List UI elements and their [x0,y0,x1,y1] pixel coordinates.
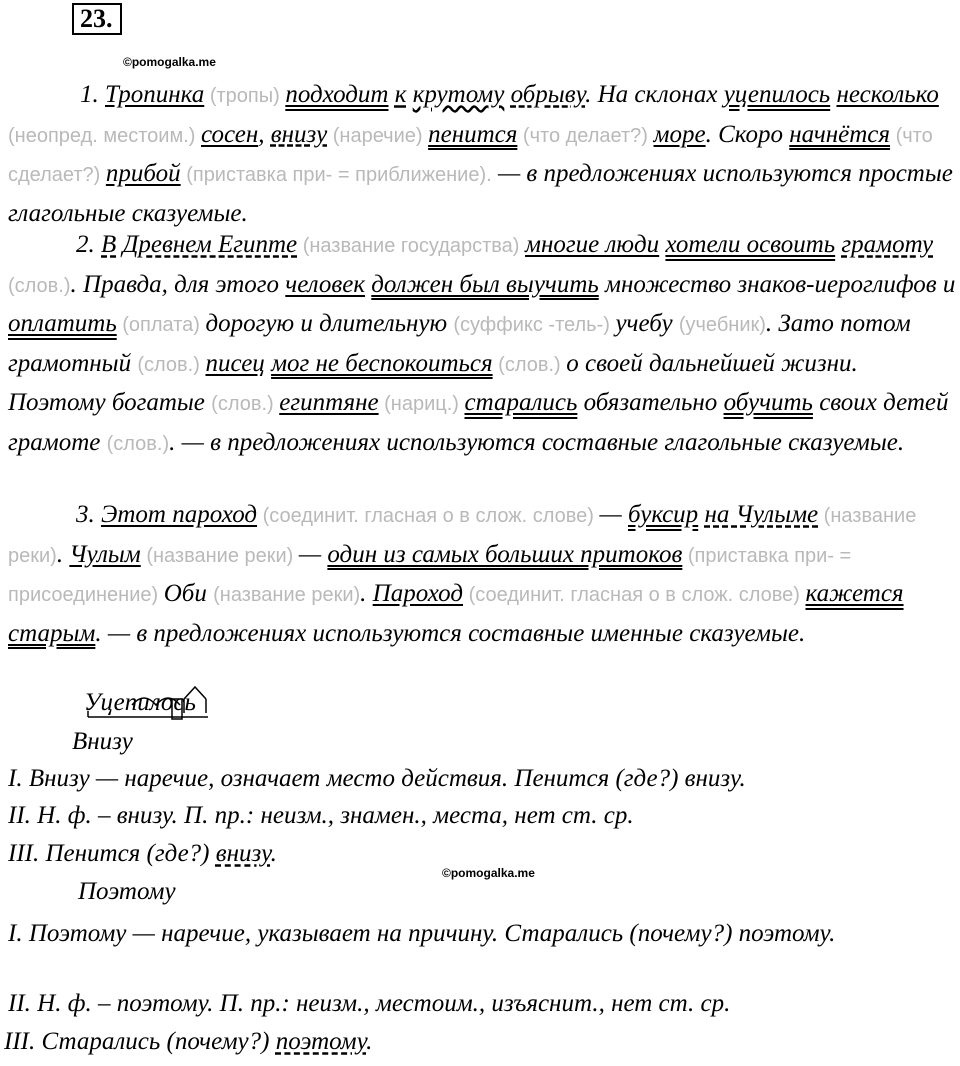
p1-text: — в предложениях используются простые глагольные сказуемые. [8,160,953,227]
p3-note: (название реки) [8,505,917,567]
p1-word: море [653,120,706,148]
p2-text: . Зато потом грамотный [8,310,911,377]
analysis-word-1: Внизу [72,728,133,755]
l3-text: III. Пенится (где?) [8,840,216,867]
p1-note: (приставка при- = приближение). [180,164,492,186]
p2-word: В Древнем Египте [101,231,298,258]
l3-end: . [270,840,277,867]
p2-text: обязательно [577,389,724,416]
p3-text: Оби [163,580,214,607]
paragraph-3 [8,496,956,652]
l6-end: . [366,1028,373,1055]
p2-note: (нариц.) [378,393,465,415]
p3-word: кажется старым [8,580,904,647]
analysis-line-4: I. Поэтому — наречие, указывает на причину. Старались (почему?) поэтому. [8,920,836,947]
p3-text: . [56,540,70,568]
p3-note: (соединит. гласная о в слож. слове) [463,584,806,606]
morph-word: Уцепилось [84,689,196,716]
p3-text: . [360,580,373,607]
p3-note: (приставка при- = присоединение) [8,544,852,606]
p3-word: Пароход [372,580,464,607]
p1-word: крутому [412,81,505,108]
p2-note: (оплата) [116,314,206,336]
p3-text: — [599,501,628,528]
p2-word: мог не беспокоиться [271,349,493,377]
p2-word: обучить [723,389,813,416]
p3-word: буксир [628,501,699,528]
p3-number: 3. [76,501,101,528]
p3-text: . — в предложениях используются составные именные сказуемые. [95,619,806,647]
p2-word: многие люди [525,231,660,258]
paragraph-1 [8,76,956,232]
l3-word: внизу [215,840,271,867]
p1-word: несколько [836,81,939,108]
p1-text: , [258,120,271,148]
analysis-line-5: II. Н. ф. – поэтому. П. пр.: неизм., местоим., изъяснит., нет ст. ср. [8,990,731,1017]
p1-word: к [394,81,407,108]
p2-note: (слов.) [492,353,567,376]
p2-word: человек [285,270,366,298]
p2-word: должен был выучить [371,270,599,298]
p2-note: (слов.) [106,432,170,455]
p3-text: — [298,540,328,568]
exercise-number: 23. [72,3,122,35]
p2-number: 2. [76,231,101,258]
p1-text: . Скоро [705,120,790,148]
p1-word: подходит [285,81,389,108]
p2-text: учебу [615,310,679,337]
p1-word: уцепилось [723,81,831,108]
paragraph-2 [8,226,956,463]
analysis-line-3 [8,840,277,868]
p2-note: (слов.) [137,353,206,376]
watermark-top: ©pomogalka.me [123,55,216,69]
p2-word: оплатить [8,310,117,337]
p3-word: Чулым [69,540,141,568]
p2-word: грамоту [841,231,934,258]
p2-note: (слов.) [8,274,71,297]
p1-number: 1. [80,81,105,108]
p3-word: на Чулыме [704,501,819,528]
p2-note: (учебник) [678,314,766,336]
p3-note: (название реки) [213,584,361,606]
p1-note: (неопред. местоим.) [8,124,201,147]
p1-word: Тропинка [105,81,205,108]
p1-word: сосен [201,120,259,148]
p3-word: Этот пароход [101,501,258,528]
p3-word: один из самых больших притоков [327,540,683,568]
p1-note: (что делает?) [517,124,654,147]
p2-note: (суффикс -тель-) [453,314,616,336]
p2-note: (слов.) [211,393,280,415]
analysis-line-1: I. Внизу — наречие, означает место действия. Пенится (где?) внизу. [8,765,746,792]
p1-word: пенится [428,120,518,148]
p2-text: о своей дальнейшей жизни. Поэтому богатые [8,349,858,416]
l6-text: III. Старались (почему?) [4,1028,276,1055]
p1-word: начнётся [789,120,891,148]
p1-word: обрыву [510,81,586,108]
watermark-middle: ©pomogalka.me [442,866,535,880]
p1-word: внизу [270,120,328,148]
p2-word: писец [205,349,265,377]
p2-word: старались [464,389,578,416]
l6-word: поэтому [275,1028,367,1055]
p2-word: хотели освоить [665,231,836,258]
p2-note: (название государства) [297,235,526,257]
p1-note: (тропы) [204,85,286,107]
p2-text: . — в предложениях используются составные глагольные сказуемые. [169,428,905,456]
p2-text: своих детей грамоте [8,389,949,456]
p1-word: прибой [105,160,181,187]
analysis-line-2: II. Н. ф. – внизу. П. пр.: неизм., знамен., места, нет ст. ср. [8,802,634,829]
p2-text: . Правда, для этого [70,270,286,298]
analysis-word-2: Поэтому [78,878,176,905]
p2-text: дорогую и длительную [205,310,454,337]
p1-text: . На склонах [585,81,724,108]
morpheme-diagram [78,683,218,723]
p3-note: (название реки) [140,544,299,567]
analysis-line-6 [4,1028,372,1056]
p1-note: (что сделает?) [8,124,933,186]
p2-text: множество знаков-иероглифов и [598,270,956,298]
p1-note: (наречие) [327,124,429,147]
p2-word: египтяне [279,389,379,416]
p3-note: (соединит. гласная о в слож. слове) [257,505,600,527]
